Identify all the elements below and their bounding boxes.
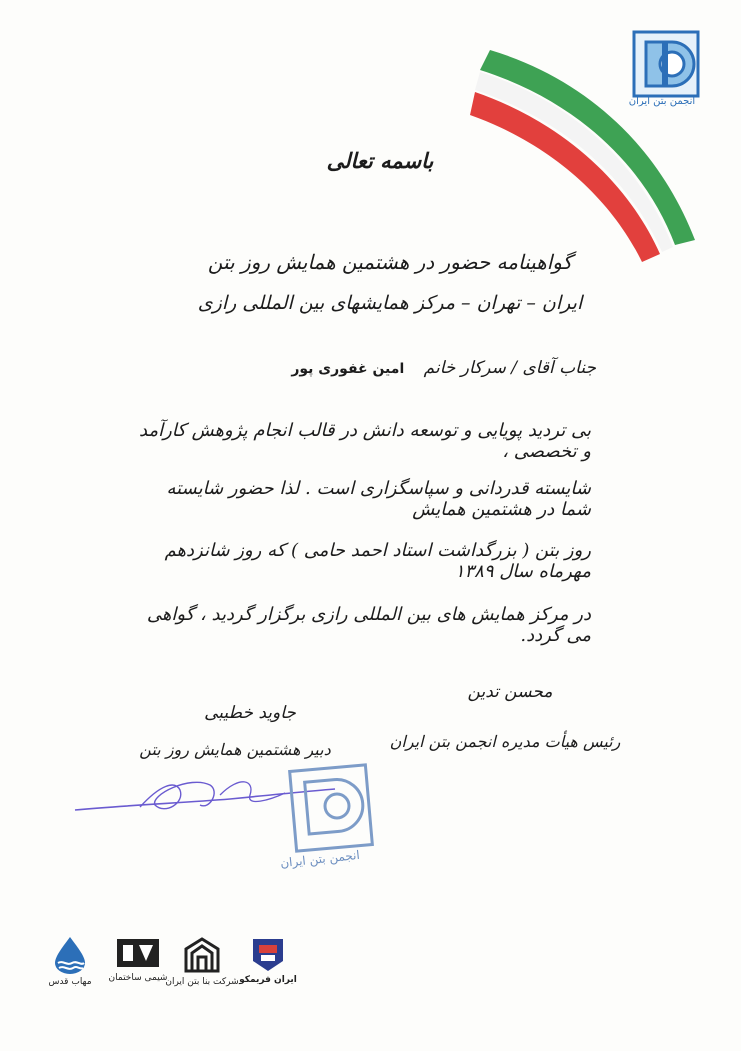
left-signatory-title: دبیر هشتمین همایش روز بتن: [139, 740, 331, 759]
sponsor-caption: مهاب قدس: [48, 977, 92, 987]
sponsor-caption: شرکت بنا بتن ایران: [165, 977, 239, 987]
sponsor-shimi-sakhteman: [98, 935, 178, 983]
shimi-sakhteman-logo-icon: [115, 935, 161, 971]
right-signatory-name: محسن تدین: [467, 682, 553, 702]
salutation: جناب آقای / سرکار خانم: [423, 358, 596, 378]
sponsor-mahab-ghods: [30, 935, 110, 987]
bana-beton-logo-icon: [182, 935, 222, 975]
certificate-title: گواهینامه حضور در هشتمین همایش روز بتن: [207, 250, 573, 274]
basmala-heading: باسمه تعالی: [326, 148, 434, 173]
recipient-name: امین غفوری پور: [291, 361, 405, 377]
body-line-4: در مرکز همایش های بین المللی رازی برگزار گردید ، گواهی می گردد.: [146, 604, 591, 646]
sponsor-caption: ایران فریمکو: [239, 975, 297, 985]
logo-caption: انجمن بتن ایران: [628, 96, 696, 107]
body-line-1: بی تردید پویایی و توسعه دانش در قالب انجام پژوهش کارآمد و تخصصی ،: [139, 420, 591, 462]
right-signatory-title: رئیس هیأت مدیره انجمن بتن ایران: [389, 732, 621, 751]
recipient-line: [126, 358, 596, 378]
mahab-ghods-drop-icon: [53, 935, 87, 975]
left-signatory-name: جاوید خطیبی: [204, 703, 296, 723]
flag-ribbon-decoration: [470, 40, 710, 270]
body-line-3: روز بتن ( بزرگداشت استاد احمد حامی ) که روز شانزدهم مهرماه سال ۱۳۸۹: [164, 540, 591, 582]
stamp-label: انجمن بتن ایران: [279, 847, 361, 871]
frimco-logo-icon: [249, 935, 287, 973]
sponsor-caption: شیمی ساختمان: [108, 973, 168, 983]
body-line-2: شایسته قدردانی و سپاسگزاری است . لذا حضور شایسته شما در هشتمین همایش: [166, 478, 591, 520]
certificate-subtitle: ایران – تهران – مرکز همایشهای بین المللی رازی: [197, 292, 583, 314]
